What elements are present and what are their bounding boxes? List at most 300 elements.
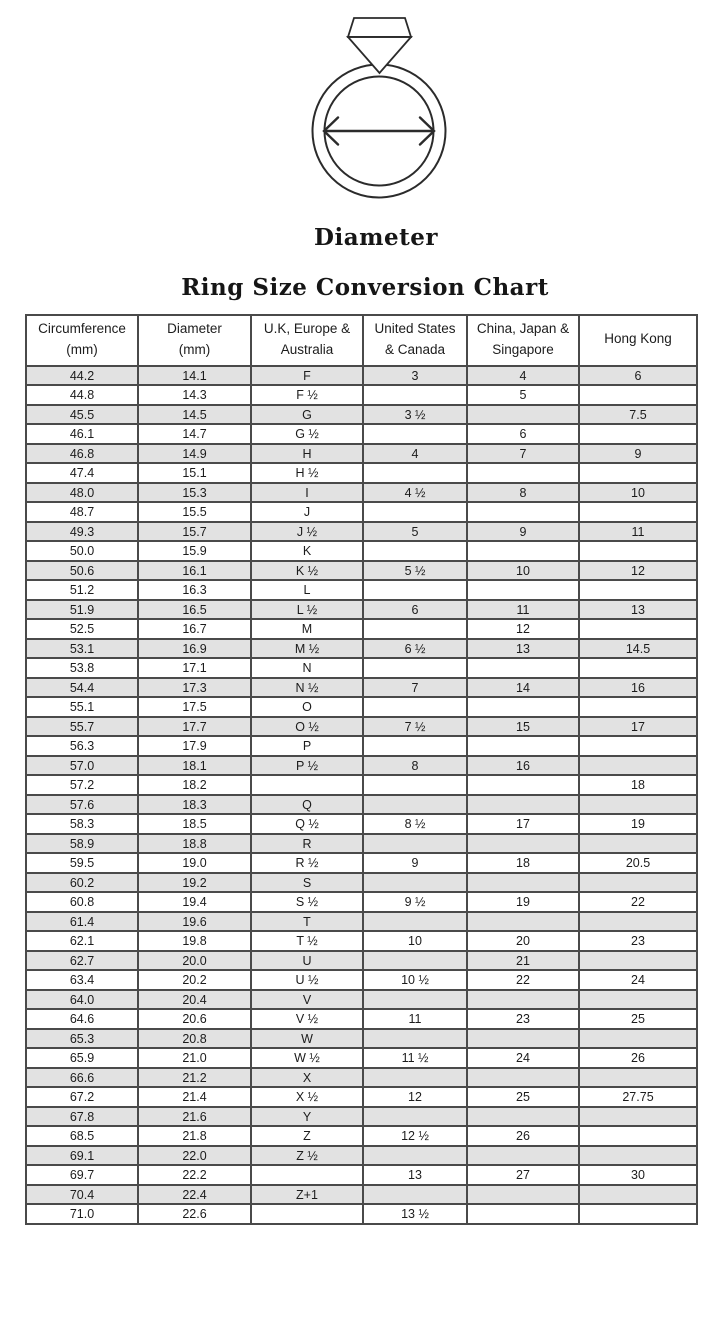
table-row [26,366,697,386]
header-line: China, Japan & [476,321,570,336]
table-cell [251,1165,363,1185]
table-cell: O ½ [251,717,363,737]
table-cell: 19.0 [138,853,251,873]
table-cell [363,1029,467,1049]
table-cell [363,951,467,971]
table-cell: 11 [579,522,697,542]
table-cell: 14.3 [138,385,251,405]
table-cell: 7 [363,678,467,698]
table-cell: 8 [467,483,579,503]
table-cell: 11 [363,1009,467,1029]
table-cell [467,502,579,522]
table-cell: 20.0 [138,951,251,971]
table-cell: T ½ [251,931,363,951]
table-cell: 52.5 [26,619,138,639]
table-cell [363,658,467,678]
table-cell [363,619,467,639]
table-cell [467,1068,579,1088]
table-cell: L [251,580,363,600]
table-cell: R [251,834,363,854]
table-cell: N [251,658,363,678]
table-cell [579,1126,697,1146]
table-cell [363,1146,467,1166]
table-cell: 59.5 [26,853,138,873]
table-cell: 19.2 [138,873,251,893]
header-line: Hong Kong [604,331,672,347]
table-cell: 23 [467,1009,579,1029]
table-cell [467,580,579,600]
table-cell: 20.4 [138,990,251,1010]
table-cell: 12 [579,561,697,581]
table-cell: 19.8 [138,931,251,951]
table-row [26,639,697,659]
table-cell: 15.1 [138,463,251,483]
table-cell [579,502,697,522]
table-row [26,795,697,815]
header-line: (mm) [66,341,98,357]
table-cell: 20.5 [579,853,697,873]
table-cell: 58.9 [26,834,138,854]
table-row [26,1126,697,1146]
table-cell: 17.9 [138,736,251,756]
table-cell [363,873,467,893]
table-cell: 21 [467,951,579,971]
column-header-uk-europe-australia [251,315,363,366]
table-cell: 17.3 [138,678,251,698]
table-cell: 8 ½ [363,814,467,834]
table-cell: V ½ [251,1009,363,1029]
table-cell: 64.0 [26,990,138,1010]
table-row [26,717,697,737]
table-cell: 60.2 [26,873,138,893]
header-line: & Canada [384,341,446,357]
table-row [26,970,697,990]
table-cell [579,1146,697,1166]
table-cell [467,541,579,561]
table-cell: W ½ [251,1048,363,1068]
table-cell: 18.5 [138,814,251,834]
table-cell [363,385,467,405]
table-cell: 57.2 [26,775,138,795]
table-cell: 53.1 [26,639,138,659]
table-cell: 22 [467,970,579,990]
table-cell: 55.1 [26,697,138,717]
table-cell [467,658,579,678]
table-cell: 17 [579,717,697,737]
table-cell: G [251,405,363,425]
table-cell: 21.2 [138,1068,251,1088]
table-cell [363,736,467,756]
table-cell: 12 ½ [363,1126,467,1146]
table-cell: 24 [579,970,697,990]
table-cell: H ½ [251,463,363,483]
table-cell [363,912,467,932]
table-cell [579,541,697,561]
table-cell: 62.1 [26,931,138,951]
table-cell: S [251,873,363,893]
column-header-diameter [138,315,251,366]
table-cell: 9 ½ [363,892,467,912]
table-cell: 20.6 [138,1009,251,1029]
table-cell [579,736,697,756]
table-cell [579,658,697,678]
table-header-row [26,315,697,366]
table-cell: 22 [579,892,697,912]
table-cell: 10 [363,931,467,951]
table-cell: 21.0 [138,1048,251,1068]
table-cell [467,1146,579,1166]
table-cell: 15 [467,717,579,737]
table-cell: 48.0 [26,483,138,503]
table-cell: 24 [467,1048,579,1068]
table-row [26,1029,697,1049]
table-cell: 60.8 [26,892,138,912]
table-row [26,444,697,464]
table-row [26,853,697,873]
table-row [26,892,697,912]
table-cell: 44.8 [26,385,138,405]
diameter-arrow-icon [324,118,434,145]
table-cell [363,775,467,795]
table-cell: Q [251,795,363,815]
table-row [26,385,697,405]
table-cell [467,463,579,483]
table-cell: 17.7 [138,717,251,737]
table-cell: U [251,951,363,971]
table-cell [251,775,363,795]
table-cell [251,1204,363,1224]
table-cell [579,1185,697,1205]
table-cell: G ½ [251,424,363,444]
table-cell: 69.1 [26,1146,138,1166]
table-cell: 9 [467,522,579,542]
table-cell: 20.8 [138,1029,251,1049]
table-cell: 18.1 [138,756,251,776]
table-cell: 18 [467,853,579,873]
table-cell: 49.3 [26,522,138,542]
table-cell: 5 [467,385,579,405]
table-cell: 3 [363,366,467,386]
table-cell [363,502,467,522]
table-cell [579,990,697,1010]
table-cell: 12 [467,619,579,639]
table-row [26,756,697,776]
table-cell [579,463,697,483]
table-cell: 27 [467,1165,579,1185]
table-cell [579,424,697,444]
table-row [26,658,697,678]
table-cell: 11 ½ [363,1048,467,1068]
table-row [26,561,697,581]
table-cell: 47.4 [26,463,138,483]
table-cell: 15.7 [138,522,251,542]
column-header-circumference [26,315,138,366]
table-cell: 53.8 [26,658,138,678]
table-row [26,502,697,522]
table-cell [579,1068,697,1088]
table-cell: 14.7 [138,424,251,444]
table-row [26,678,697,698]
table-cell: T [251,912,363,932]
table-cell: 26 [467,1126,579,1146]
table-cell: 18.8 [138,834,251,854]
table-cell: 57.6 [26,795,138,815]
table-row [26,951,697,971]
table-cell [579,873,697,893]
table-cell: 9 [579,444,697,464]
header-line: Circumference [38,321,126,336]
diamond-icon [348,18,411,73]
table-cell: R ½ [251,853,363,873]
table-cell: S ½ [251,892,363,912]
table-cell: 18 [579,775,697,795]
table-cell: 4 [363,444,467,464]
table-cell [467,1107,579,1127]
table-cell: 45.5 [26,405,138,425]
table-cell: 16.5 [138,600,251,620]
table-cell: 10 ½ [363,970,467,990]
table-cell [579,385,697,405]
table-row [26,1048,697,1068]
table-cell [467,912,579,932]
table-cell: 56.3 [26,736,138,756]
table-cell: K ½ [251,561,363,581]
table-cell: 16 [579,678,697,698]
table-cell: 3 ½ [363,405,467,425]
table-cell [579,1029,697,1049]
table-cell: M [251,619,363,639]
table-cell: W [251,1029,363,1049]
table-cell: 71.0 [26,1204,138,1224]
table-cell: 26 [579,1048,697,1068]
ring-diameter-diagram [288,5,460,208]
table-row [26,541,697,561]
table-cell: 62.7 [26,951,138,971]
table-cell: 7 ½ [363,717,467,737]
table-row [26,483,697,503]
table-cell: L ½ [251,600,363,620]
table-row [26,424,697,444]
table-cell [467,990,579,1010]
table-cell: 19 [467,892,579,912]
table-row [26,931,697,951]
table-cell [579,1204,697,1224]
header-line: United States [374,321,456,336]
table-cell: J [251,502,363,522]
table-cell: V [251,990,363,1010]
table-row [26,600,697,620]
table-cell: 21.4 [138,1087,251,1107]
ring-size-conversion-table [25,314,698,1225]
column-header-hong-kong [579,315,697,366]
table-cell: 22.0 [138,1146,251,1166]
table-row [26,522,697,542]
table-cell: P ½ [251,756,363,776]
table-cell: 15.3 [138,483,251,503]
table-header [26,315,697,366]
table-cell: 18.2 [138,775,251,795]
table-cell: 69.7 [26,1165,138,1185]
column-header-china-japan-singapore [467,315,579,366]
table-cell: 14.5 [579,639,697,659]
table-cell: 61.4 [26,912,138,932]
table-cell: 4 [467,366,579,386]
table-cell [363,580,467,600]
table-cell: 27.75 [579,1087,697,1107]
table-row [26,580,697,600]
table-cell: 13 [363,1165,467,1185]
table-cell: K [251,541,363,561]
table-cell: 20.2 [138,970,251,990]
table-cell: 16.7 [138,619,251,639]
table-cell: X ½ [251,1087,363,1107]
table-cell: 10 [579,483,697,503]
table-cell [467,736,579,756]
header-line: Diameter [167,321,222,336]
table-cell: 70.4 [26,1185,138,1205]
table-cell: 13 [467,639,579,659]
table-cell: 10 [467,561,579,581]
table-row [26,619,697,639]
table-cell [579,912,697,932]
table-cell: 55.7 [26,717,138,737]
table-cell [579,795,697,815]
table-cell: 65.3 [26,1029,138,1049]
table-cell: 66.6 [26,1068,138,1088]
table-cell [363,697,467,717]
table-cell [467,795,579,815]
table-cell: 7.5 [579,405,697,425]
table-cell: P [251,736,363,756]
table-cell [579,1107,697,1127]
table-cell: 46.1 [26,424,138,444]
diameter-label: Diameter [314,224,438,251]
table-cell [467,697,579,717]
header-line: U.K, Europe & [263,321,351,336]
table-cell [363,990,467,1010]
table-cell [363,424,467,444]
table-cell: M ½ [251,639,363,659]
table-cell [467,1204,579,1224]
table-cell [467,1185,579,1205]
table-cell: 58.3 [26,814,138,834]
table-cell: 22.2 [138,1165,251,1185]
table-cell: 5 [363,522,467,542]
table-cell: 19 [579,814,697,834]
header-line: Australia [280,341,334,357]
table-cell: 30 [579,1165,697,1185]
table-cell: F [251,366,363,386]
table-cell [467,1029,579,1049]
table-row [26,1165,697,1185]
table-cell: 48.7 [26,502,138,522]
table-row [26,1204,697,1224]
header-line: Singapore [492,341,554,357]
table-cell: 5 ½ [363,561,467,581]
table-cell: 14 [467,678,579,698]
table-cell: 51.9 [26,600,138,620]
table-row [26,1068,697,1088]
table-cell: Q ½ [251,814,363,834]
table-cell: 17 [467,814,579,834]
table-cell [467,775,579,795]
table-row [26,912,697,932]
table-cell: 20 [467,931,579,951]
table-cell: 4 ½ [363,483,467,503]
table-cell: 16.9 [138,639,251,659]
table-cell: 50.6 [26,561,138,581]
table-cell: 25 [579,1009,697,1029]
table-row [26,1087,697,1107]
table-cell [363,1107,467,1127]
table-cell: 51.2 [26,580,138,600]
table-cell: 22.4 [138,1185,251,1205]
table-cell [579,697,697,717]
table-cell: 16.1 [138,561,251,581]
table-cell [363,463,467,483]
table-cell: Z [251,1126,363,1146]
table-cell: 44.2 [26,366,138,386]
table-cell: 8 [363,756,467,776]
table-row [26,1009,697,1029]
table-cell: 46.8 [26,444,138,464]
table-cell: 63.4 [26,970,138,990]
table-cell: F ½ [251,385,363,405]
table-cell [579,619,697,639]
table-cell: 17.1 [138,658,251,678]
table-row [26,814,697,834]
table-cell: O [251,697,363,717]
table-cell [579,951,697,971]
table-cell [363,795,467,815]
table-row [26,775,697,795]
table-row [26,1185,697,1205]
table-cell: 14.9 [138,444,251,464]
table-row [26,1146,697,1166]
table-cell: 13 ½ [363,1204,467,1224]
table-cell: 65.9 [26,1048,138,1068]
table-cell: 7 [467,444,579,464]
table-cell: 15.5 [138,502,251,522]
table-row [26,834,697,854]
table-cell [363,1185,467,1205]
table-cell: J ½ [251,522,363,542]
table-cell: 6 ½ [363,639,467,659]
table-cell: 54.4 [26,678,138,698]
table-cell: 18.3 [138,795,251,815]
table-cell: Z ½ [251,1146,363,1166]
table-cell: 19.6 [138,912,251,932]
table-cell [363,1068,467,1088]
table-cell: 19.4 [138,892,251,912]
table-row [26,697,697,717]
table-row [26,405,697,425]
table-cell: 14.1 [138,366,251,386]
column-header-us-canada [363,315,467,366]
table-cell: 57.0 [26,756,138,776]
table-cell: 6 [579,366,697,386]
table-cell: 6 [467,424,579,444]
table-cell: 23 [579,931,697,951]
table-cell: 25 [467,1087,579,1107]
table-cell: 50.0 [26,541,138,561]
table-cell [579,756,697,776]
table-cell: Y [251,1107,363,1127]
table-body [26,366,697,1224]
table-cell: 12 [363,1087,467,1107]
table-cell: 13 [579,600,697,620]
table-cell [467,834,579,854]
